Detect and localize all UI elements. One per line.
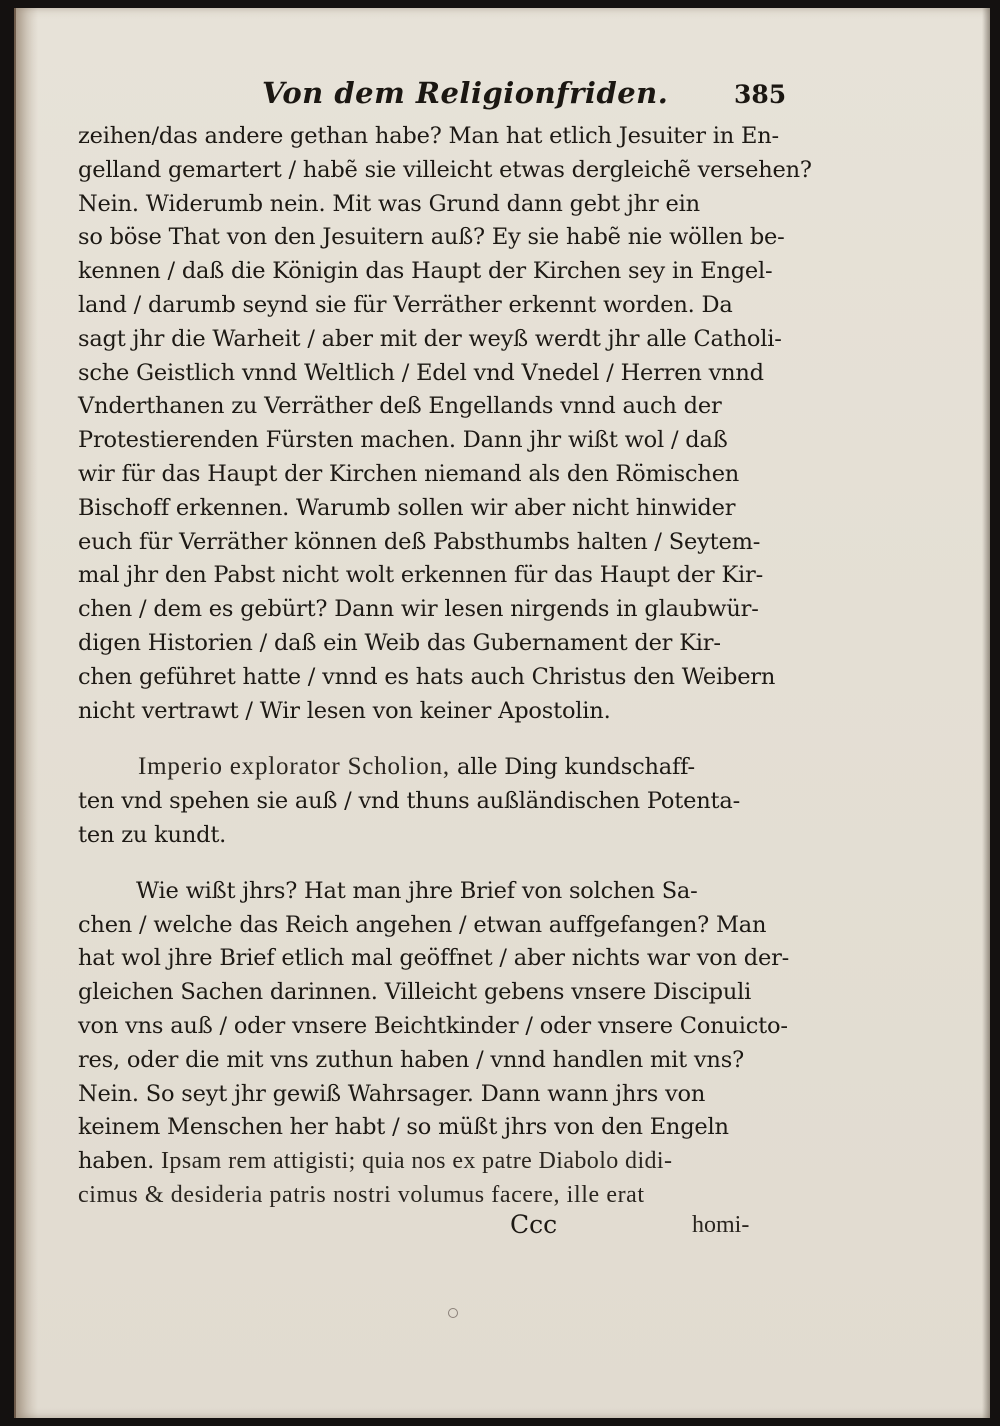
text-line: chen geführet hatte / vnnd es hats auch Christus den Weibern — [78, 663, 776, 690]
paper-hole — [448, 1308, 458, 1318]
body-text — [78, 120, 816, 1213]
text-line: kennen / daß die Königin das Haupt der Kirchen sey in Engel- — [78, 258, 773, 285]
page-edge-shadow — [982, 8, 990, 1418]
text-line: hat wol jhre Brief etlich mal geöffnet / aber nichts war von der- — [78, 945, 790, 972]
book-page — [14, 8, 990, 1418]
text-line: Bischoff erkennen. Warumb sollen wir aber nicht hinwider — [78, 494, 736, 521]
running-title: Von dem Religionfriden. — [262, 76, 669, 110]
paragraph-answer — [78, 875, 816, 1213]
text-line: gelland gemartert / habẽ sie villeicht etwas dergleichẽ versehen? — [78, 156, 812, 183]
text-line: Nein. Widerumb nein. Mit was Grund dann gebt jhr ein — [78, 190, 700, 217]
text-line: sagt jhr die Warheit / aber mit der weyß werdt jhr alle Catholi- — [78, 325, 782, 352]
text-line: land / darumb seynd sie für Verräther erkennt worden. Da — [78, 291, 733, 318]
text-line: chen / welche das Reich angehen / etwan auffgefangen? Man — [78, 911, 767, 938]
text-line: Protestierenden Fürsten machen. Dann jhr wißt wol / daß — [78, 427, 728, 454]
mixed-line — [78, 1145, 816, 1179]
latin-phrase: Ipsam rem attigisti; quia nos ex patre Diabolo didi- — [161, 1148, 673, 1175]
text-line: Nein. So seyt jhr gewiß Wahrsager. Dann wann jhrs von — [78, 1080, 706, 1107]
text-line: von vns auß / oder vnsere Beichtkinder / oder vnsere Conuicto- — [78, 1012, 788, 1039]
running-head — [16, 70, 990, 110]
text-line: Wie wißt jhrs? Hat man jhre Brief von solchen Sa- — [136, 877, 698, 904]
text-line: zeihen/das andere gethan habe? Man hat etlich Jesuiter in En- — [78, 123, 779, 149]
page-footer — [16, 1208, 990, 1248]
text-line: mal jhr den Pabst nicht wolt erkennen für das Haupt der Kir- — [78, 562, 764, 589]
german-phrase: alle Ding kundschaff- — [456, 754, 695, 781]
text-line: Vnderthanen zu Verräther deß Engellands vnnd auch der — [78, 393, 722, 420]
text-line: wir für das Haupt der Kirchen niemand als den Römischen — [78, 460, 740, 487]
text-line: ten vnd spehen sie auß / vnd thuns außländischen Potenta- — [78, 788, 740, 815]
text-line: sche Geistlich vnnd Weltlich / Edel vnd Vnedel / Herren vnnd — [78, 359, 764, 386]
text-line: nicht vertrawt / Wir lesen von keiner Apostolin. — [78, 697, 611, 724]
text-line: euch für Verräther können deß Pabsthumbs halten / Seytem- — [78, 528, 761, 555]
text-line: ten zu kundt. — [78, 821, 227, 848]
paragraph-main — [78, 120, 816, 728]
gutter-stain — [16, 8, 38, 1418]
text-line: so böse That von den Jesuitern auß? Ey sie habẽ nie wöllen be- — [78, 224, 785, 251]
catchword: homi- — [692, 1212, 750, 1238]
text-line: digen Historien / daß ein Weib das Gubernament der Kir- — [78, 629, 721, 656]
page-number: 385 — [734, 80, 787, 109]
signature-mark: Ccc — [510, 1210, 558, 1239]
latin-line: cimus & desideria patris nostri volumus facere, ille erat — [78, 1181, 645, 1208]
text-line: chen / dem es gebürt? Dann wir lesen nirgends in glaubwür- — [78, 596, 759, 623]
latin-phrase: Imperio explorator Scholion, — [138, 753, 450, 781]
text-line: res, oder die mit vns zuthun haben / vnnd handlen mit vns? — [78, 1046, 744, 1073]
paragraph-quote — [78, 750, 816, 852]
german-phrase: haben. — [78, 1148, 155, 1175]
quote-first-line — [78, 750, 816, 785]
text-line: keinem Menschen her habt / so müßt jhrs von den Engeln — [78, 1114, 729, 1141]
text-line: gleichen Sachen darinnen. Villeicht gebens vnsere Discipuli — [78, 979, 752, 1006]
